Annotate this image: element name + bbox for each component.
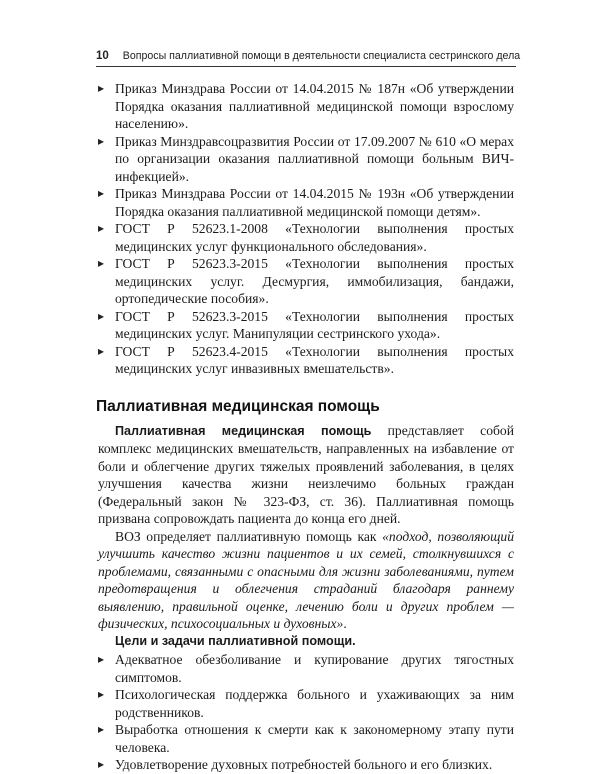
bullet-arrow-icon: ▸ [98,221,105,235]
who-paragraph [98,528,514,633]
running-title: Вопросы паллиативной помощи в деятельности специалиста сестринского дела [122,50,521,62]
who-quote: «подход, позволяющий улучшить качество жизни пациентов и их семей, столкнувшихся с проблемами, связанными с опасными для жизни заболеваниями, путем предотвращения и облегчения страданий благодаря раннему выявлению, правильной оценке, лечению боли и других проблем — физических, психосоциальных и духовных» [98,528,514,631]
list-item: ▸ Выработка отношения к смерти как к закономерному этапу пути человека. [98,722,514,755]
who-lead: ВОЗ определяет паллиативную помощь как [115,528,383,544]
list-item: ▸ Приказ Минздрава России от 14.04.2015 № 193н «Об утверждении Порядка оказания паллиативной медицинской помощи детям». [98,186,514,219]
list-item: ▸ ГОСТ Р 52623.4-2015 «Технологии выполнения простых медицинских услуг инвазивных вмешательств». [98,343,514,376]
definition-paragraph [98,422,514,528]
bullet-arrow-icon: ▸ [98,757,105,771]
bullet-arrow-icon: ▸ [98,722,105,736]
page-body [98,80,514,774]
bullet-arrow-icon: ▸ [98,308,105,323]
goals-list [98,651,514,774]
list-item: ▸ Удовлетворение духовных потребностей больного и его близких. [98,757,493,772]
list-item: ▸ Психологическая поддержка больного и ухаживающих за ним родственников. [98,687,514,720]
bullet-arrow-icon: ▸ [98,133,105,148]
bullet-arrow-icon: ▸ [98,652,105,666]
list-item: ▸ ГОСТ Р 52623.1-2008 «Технологии выполнения простых медицинских услуг функционального обследования». [98,221,514,254]
goals-heading: Цели и задачи паллиативной помощи. [115,633,356,648]
list-item: ▸ ГОСТ Р 52623.3-2015 «Технологии выполнения простых медицинских услуг. Десмургия, иммобилизация, бандажи, ортопедические пособия». [98,256,514,306]
who-end: . [343,616,347,631]
list-item: ▸ Приказ Минздрава России от 14.04.2015 № 187н «Об утверждении Порядка оказания паллиативной медицинской помощи взрослому населению». [98,81,514,131]
definition-term: Паллиативная медицинская помощь [115,423,372,438]
section-title: Паллиативная медицинская помощь [96,397,380,415]
bullet-arrow-icon: ▸ [98,81,105,95]
bullet-arrow-icon: ▸ [98,343,105,358]
running-header [96,50,521,67]
list-item: ▸ Адекватное обезболивание и купирование других тягостных симптомов. [98,652,514,685]
bullet-arrow-icon: ▸ [98,256,105,270]
regulatory-documents-list [98,80,514,378]
list-item: ▸ Приказ Минздравсоцразвития России от 17.09.2007 № 610 «О мерах по организации оказания паллиативной помощи больным ВИЧ-инфекцией». [98,133,514,184]
definition-text: представляет собой комплекс медицинских вмешательств, направленных на избавление от боли и облегчение других тяжелых проявлений заболевания, в целях улучшения качества жизни неизлечимо больных граждан (Федеральный закон № 323-ФЗ, ст. 36). Паллиативная помощь призвана сопровождать пациента до конца его дней. [98,422,514,526]
bullet-arrow-icon: ▸ [98,687,105,701]
list-item: ▸ ГОСТ Р 52623.3-2015 «Технологии выполнения простых медицинских услуг. Манипуляции сестринского ухода». [98,308,514,341]
bullet-arrow-icon: ▸ [98,186,105,200]
page-number: 10 [96,50,109,62]
